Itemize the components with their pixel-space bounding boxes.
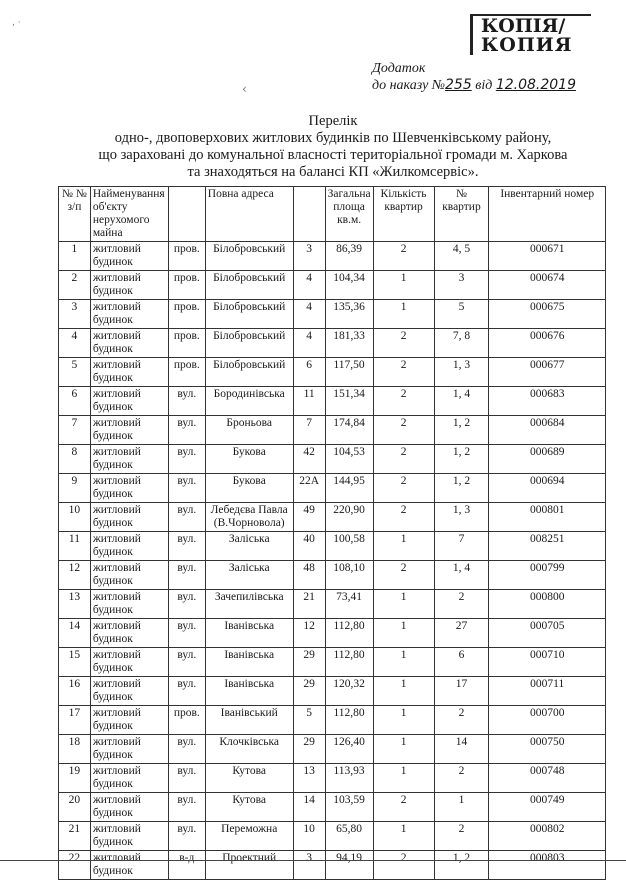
cell-area: 126,40 (325, 735, 373, 764)
table-row (59, 329, 606, 358)
cell-area: 174,84 (325, 416, 373, 445)
cell-apts: 1, 4 (434, 561, 489, 590)
appendix-title: Додаток (372, 61, 426, 76)
cell-area: 135,36 (325, 300, 373, 329)
cell-street: Клочківська (205, 735, 293, 764)
cell-name: житловий будинок (90, 735, 168, 764)
cell-n: 22 (59, 851, 91, 880)
cell-house: 6 (293, 358, 325, 387)
cell-n: 6 (59, 387, 91, 416)
cell-street: Кутова (205, 764, 293, 793)
cell-name: житловий будинок (90, 793, 168, 822)
cell-cnt: 1 (373, 764, 434, 793)
cell-name: житловий будинок (90, 387, 168, 416)
cell-n: 10 (59, 503, 91, 532)
cell-type: пров. (168, 242, 205, 271)
cell-cnt: 2 (373, 793, 434, 822)
cell-inv: 000750 (489, 735, 606, 764)
cell-cnt: 1 (373, 648, 434, 677)
table-row (59, 300, 606, 329)
cell-apts: 2 (434, 764, 489, 793)
cell-n: 15 (59, 648, 91, 677)
cell-house: 13 (293, 764, 325, 793)
cell-area: 181,33 (325, 329, 373, 358)
title-line-1: Перелік (308, 113, 358, 129)
cell-apts: 5 (434, 300, 489, 329)
cell-apts: 1 (434, 793, 489, 822)
cell-type: пров. (168, 329, 205, 358)
table-row (59, 793, 606, 822)
cell-area: 104,53 (325, 445, 373, 474)
table-row (59, 242, 606, 271)
cell-inv: 000801 (489, 503, 606, 532)
cell-inv: 000700 (489, 706, 606, 735)
cell-inv: 000802 (489, 822, 606, 851)
cell-type: вул. (168, 474, 205, 503)
cell-apts: 1, 3 (434, 358, 489, 387)
order-prefix: до наказу № (372, 78, 446, 93)
cell-apts: 1, 3 (434, 503, 489, 532)
table-row (59, 706, 606, 735)
cell-area: 108,10 (325, 561, 373, 590)
cell-n: 9 (59, 474, 91, 503)
cell-street: Іванівська (205, 677, 293, 706)
cell-cnt: 1 (373, 735, 434, 764)
cell-type: вул. (168, 764, 205, 793)
table-body (59, 242, 606, 880)
stamp-line-1: КОПІЯ/ (481, 15, 566, 37)
cell-house: 4 (293, 300, 325, 329)
cell-house: 3 (293, 851, 325, 880)
cell-name: житловий будинок (90, 445, 168, 474)
cell-cnt: 1 (373, 822, 434, 851)
table-row (59, 648, 606, 677)
cell-n: 19 (59, 764, 91, 793)
cell-inv: 000676 (489, 329, 606, 358)
cell-n: 7 (59, 416, 91, 445)
table-row (59, 358, 606, 387)
cell-house: 10 (293, 822, 325, 851)
cell-cnt: 2 (373, 474, 434, 503)
cell-name: житловий будинок (90, 329, 168, 358)
cell-house: 29 (293, 648, 325, 677)
cell-street: Броньова (205, 416, 293, 445)
table-row (59, 474, 606, 503)
table-row (59, 619, 606, 648)
cell-area: 117,50 (325, 358, 373, 387)
cell-area: 220,90 (325, 503, 373, 532)
cell-street: Кутова (205, 793, 293, 822)
cell-n: 21 (59, 822, 91, 851)
cell-apts: 1, 4 (434, 387, 489, 416)
cell-street: Заліська (205, 561, 293, 590)
cell-n: 16 (59, 677, 91, 706)
cell-inv: 000705 (489, 619, 606, 648)
cell-cnt: 2 (373, 242, 434, 271)
cell-inv: 000683 (489, 387, 606, 416)
table-row (59, 822, 606, 851)
cell-house: 42 (293, 445, 325, 474)
document-title (0, 113, 626, 181)
cell-area: 151,34 (325, 387, 373, 416)
cell-n: 14 (59, 619, 91, 648)
cell-street: Білобровський (205, 329, 293, 358)
appendix-note (372, 60, 576, 94)
title-line-4: та знаходяться на балансі КП «Жилкомсервіс». (187, 164, 479, 180)
cell-name: житловий будинок (90, 242, 168, 271)
cell-apts: 1, 2 (434, 416, 489, 445)
cell-n: 11 (59, 532, 91, 561)
cell-name: житловий будинок (90, 358, 168, 387)
cell-name: житловий будинок (90, 764, 168, 793)
cell-name: житловий будинок (90, 590, 168, 619)
cell-name: житловий будинок (90, 822, 168, 851)
cell-cnt: 2 (373, 358, 434, 387)
cell-house: 7 (293, 416, 325, 445)
cell-inv: 000677 (489, 358, 606, 387)
cell-name: житловий будинок (90, 416, 168, 445)
cell-n: 2 (59, 271, 91, 300)
table-row (59, 271, 606, 300)
cell-type: пров. (168, 271, 205, 300)
cell-apts: 7 (434, 532, 489, 561)
cell-inv: 000689 (489, 445, 606, 474)
copy-stamp (470, 14, 591, 55)
cell-inv: 000694 (489, 474, 606, 503)
cell-name: житловий будинок (90, 561, 168, 590)
scan-mark: ‚ · (12, 18, 21, 28)
cell-apts: 1, 2 (434, 851, 489, 880)
cell-name: житловий будинок (90, 503, 168, 532)
cell-type: пров. (168, 706, 205, 735)
cell-type: вул. (168, 677, 205, 706)
table-row (59, 416, 606, 445)
table-row (59, 561, 606, 590)
cell-house: 5 (293, 706, 325, 735)
cell-house: 29 (293, 735, 325, 764)
cell-street: Іванівська (205, 648, 293, 677)
cell-apts: 7, 8 (434, 329, 489, 358)
cell-cnt: 1 (373, 706, 434, 735)
cell-apts: 3 (434, 271, 489, 300)
cell-street: Іванівська (205, 619, 293, 648)
cell-street: Зачепилівська (205, 590, 293, 619)
cell-type: вул. (168, 619, 205, 648)
cell-house: 11 (293, 387, 325, 416)
header-house-blank (293, 187, 325, 242)
cell-area: 113,93 (325, 764, 373, 793)
cell-n: 17 (59, 706, 91, 735)
cell-street: Білобровський (205, 242, 293, 271)
order-number: 255 (445, 77, 472, 93)
title-line-3: що зараховані до комунальної власності територіальної громади м. Харкова (98, 147, 568, 163)
cell-inv: 000671 (489, 242, 606, 271)
cell-n: 5 (59, 358, 91, 387)
cell-area: 112,80 (325, 706, 373, 735)
table-row (59, 851, 606, 880)
header-name: Найменування об'єкту нерухомого майна (90, 187, 168, 242)
cell-inv: 000674 (489, 271, 606, 300)
cell-area: 86,39 (325, 242, 373, 271)
table-header-row (59, 187, 606, 242)
cell-area: 104,34 (325, 271, 373, 300)
cell-cnt: 2 (373, 445, 434, 474)
cell-inv: 000803 (489, 851, 606, 880)
cell-house: 12 (293, 619, 325, 648)
cell-apts: 17 (434, 677, 489, 706)
table-row (59, 764, 606, 793)
cell-street: Лебедєва Павла (В.Чорновола) (205, 503, 293, 532)
pencil-mark: ‹ (242, 82, 247, 96)
table-row (59, 735, 606, 764)
cell-inv: 000684 (489, 416, 606, 445)
cell-area: 94,19 (325, 851, 373, 880)
appendix-order-line (372, 77, 576, 94)
cell-apts: 2 (434, 590, 489, 619)
cell-street: Білобровський (205, 358, 293, 387)
cell-apts: 1, 2 (434, 445, 489, 474)
header-address: Повна адреса (205, 187, 293, 242)
table-row (59, 590, 606, 619)
cell-n: 13 (59, 590, 91, 619)
cell-area: 144,95 (325, 474, 373, 503)
cell-house: 4 (293, 271, 325, 300)
cell-n: 1 (59, 242, 91, 271)
cell-inv: 000748 (489, 764, 606, 793)
table-row (59, 445, 606, 474)
cell-name: житловий будинок (90, 706, 168, 735)
cell-street: Білобровський (205, 271, 293, 300)
table-row (59, 503, 606, 532)
cell-area: 100,58 (325, 532, 373, 561)
cell-n: 12 (59, 561, 91, 590)
cell-n: 4 (59, 329, 91, 358)
cell-apts: 2 (434, 706, 489, 735)
header-apt-nums: № квартир (434, 187, 489, 242)
cell-name: житловий будинок (90, 648, 168, 677)
cell-area: 120,32 (325, 677, 373, 706)
cell-apts: 14 (434, 735, 489, 764)
cell-inv: 000675 (489, 300, 606, 329)
cell-type: вул. (168, 648, 205, 677)
cell-apts: 2 (434, 822, 489, 851)
cell-house: 22А (293, 474, 325, 503)
cell-cnt: 1 (373, 532, 434, 561)
cell-name: житловий будинок (90, 677, 168, 706)
cell-cnt: 1 (373, 300, 434, 329)
cell-name: житловий будинок (90, 474, 168, 503)
stamp-line-2: КОПИЯ (481, 34, 573, 56)
cell-area: 112,80 (325, 648, 373, 677)
cell-type: вул. (168, 445, 205, 474)
table-row (59, 677, 606, 706)
cell-cnt: 1 (373, 271, 434, 300)
cell-house: 40 (293, 532, 325, 561)
cell-cnt: 2 (373, 503, 434, 532)
cell-house: 4 (293, 329, 325, 358)
cell-inv: 000749 (489, 793, 606, 822)
cell-n: 20 (59, 793, 91, 822)
cell-house: 48 (293, 561, 325, 590)
cell-street: Заліська (205, 532, 293, 561)
cell-name: житловий будинок (90, 300, 168, 329)
cell-apts: 27 (434, 619, 489, 648)
cell-type: в-д (168, 851, 205, 880)
cell-house: 29 (293, 677, 325, 706)
cell-area: 112,80 (325, 619, 373, 648)
date-prefix: від (475, 78, 493, 93)
cell-type: вул. (168, 387, 205, 416)
cell-house: 21 (293, 590, 325, 619)
order-date: 12.08.2019 (495, 77, 576, 93)
header-area: Загальна площа кв.м. (325, 187, 373, 242)
cell-type: вул. (168, 503, 205, 532)
cell-cnt: 1 (373, 677, 434, 706)
cell-cnt: 2 (373, 416, 434, 445)
cell-inv: 000799 (489, 561, 606, 590)
cell-cnt: 1 (373, 590, 434, 619)
table-row (59, 387, 606, 416)
cell-street: Іванівський (205, 706, 293, 735)
cell-n: 3 (59, 300, 91, 329)
cell-area: 103,59 (325, 793, 373, 822)
cell-type: вул. (168, 416, 205, 445)
cell-street: Букова (205, 445, 293, 474)
cell-cnt: 2 (373, 387, 434, 416)
cell-type: вул. (168, 590, 205, 619)
cell-cnt: 2 (373, 329, 434, 358)
cell-name: житловий будинок (90, 619, 168, 648)
cell-type: вул. (168, 793, 205, 822)
header-inventory: Інвентарний номер (489, 187, 606, 242)
cell-house: 49 (293, 503, 325, 532)
cell-type: вул. (168, 735, 205, 764)
cell-n: 8 (59, 445, 91, 474)
cell-type: вул. (168, 532, 205, 561)
header-num: № № з/п (59, 187, 91, 242)
buildings-table (58, 186, 606, 880)
cell-apts: 4, 5 (434, 242, 489, 271)
cell-street: Бородинівська (205, 387, 293, 416)
cell-n: 18 (59, 735, 91, 764)
cell-type: вул. (168, 561, 205, 590)
cell-name: житловий будинок (90, 532, 168, 561)
cell-inv: 000800 (489, 590, 606, 619)
bottom-rule (0, 860, 626, 861)
cell-area: 65,80 (325, 822, 373, 851)
cell-house: 3 (293, 242, 325, 271)
cell-street: Білобровський (205, 300, 293, 329)
cell-inv: 000710 (489, 648, 606, 677)
cell-type: пров. (168, 358, 205, 387)
cell-cnt: 2 (373, 561, 434, 590)
cell-name: житловий будинок (90, 271, 168, 300)
cell-house: 14 (293, 793, 325, 822)
cell-name: житловий будинок (90, 851, 168, 880)
cell-inv: 000711 (489, 677, 606, 706)
cell-inv: 008251 (489, 532, 606, 561)
cell-cnt: 1 (373, 619, 434, 648)
cell-area: 73,41 (325, 590, 373, 619)
header-apt-count: Кількість квартир (373, 187, 434, 242)
cell-type: вул. (168, 822, 205, 851)
cell-apts: 6 (434, 648, 489, 677)
cell-street: Проектний (205, 851, 293, 880)
table-row (59, 532, 606, 561)
title-line-2: одно-, двоповерхових житлових будинків по Шевченківському району, (114, 130, 552, 146)
cell-street: Букова (205, 474, 293, 503)
cell-cnt: 2 (373, 851, 434, 880)
cell-street: Переможна (205, 822, 293, 851)
header-address-blank (168, 187, 205, 242)
cell-apts: 1, 2 (434, 474, 489, 503)
cell-type: пров. (168, 300, 205, 329)
